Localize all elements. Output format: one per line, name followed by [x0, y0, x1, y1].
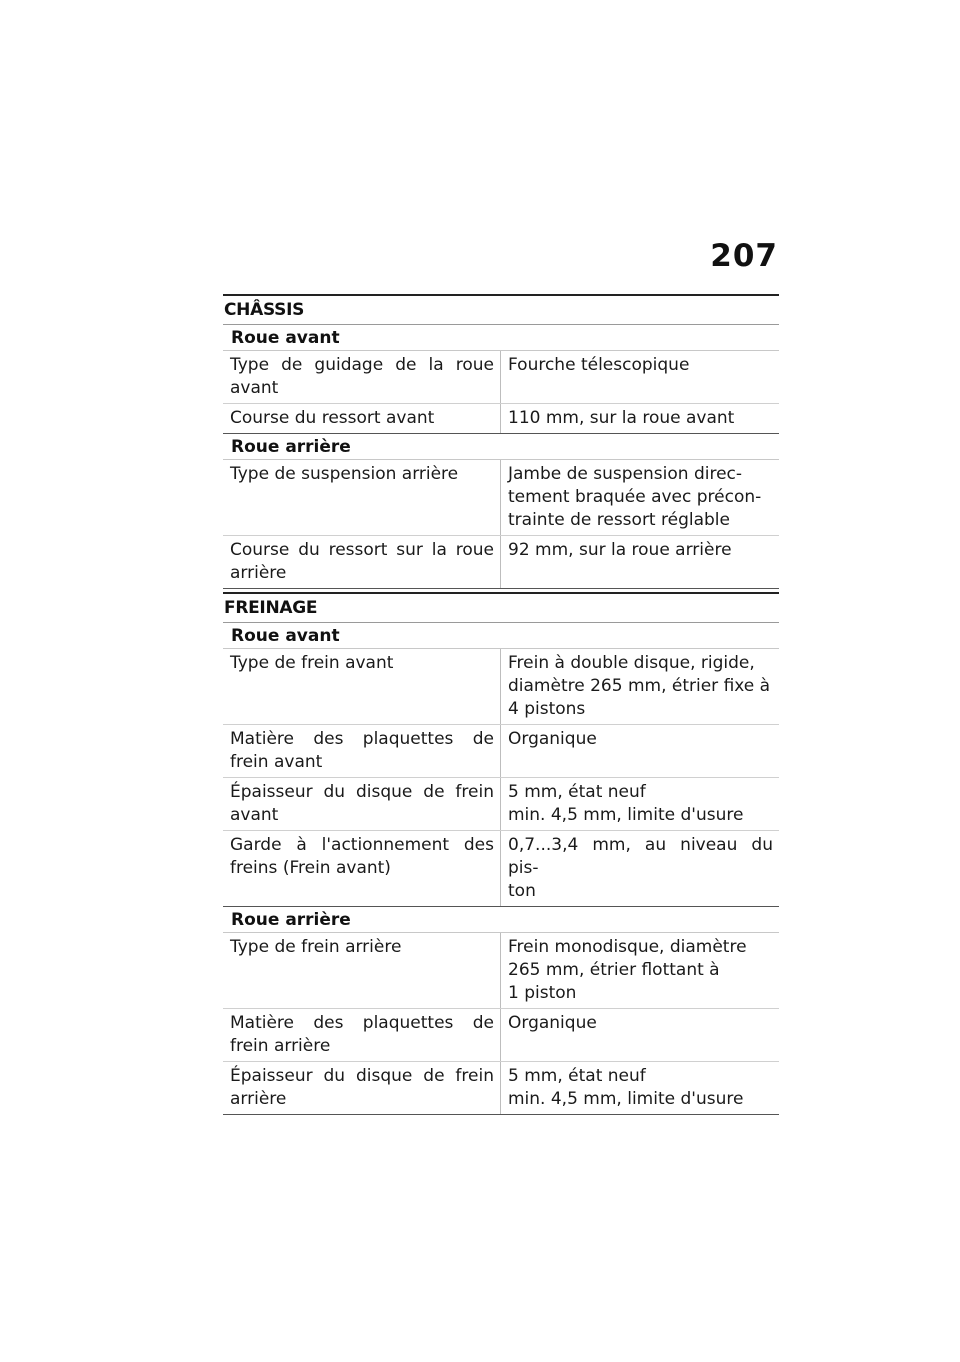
spec-value: Fourche télescopique	[508, 355, 690, 375]
spec-label: Type de suspension arrière	[223, 460, 501, 535]
spec-value: Jambe de suspension direc- tement braquée avec précon- trainte de ressort réglable	[508, 464, 762, 530]
spec-value: 5 mm, état neuf min. 4,5 mm, limite d'usure	[508, 782, 744, 825]
table-row	[223, 725, 779, 778]
spec-label: Type de frein avant	[223, 649, 501, 724]
table-row	[223, 404, 779, 434]
spec-label: Type de guidage de la roue avant	[223, 351, 501, 403]
table-row	[223, 649, 779, 725]
group-title-roue-arriere: Roue arrière	[223, 434, 779, 460]
spec-value: 0,7...3,4 mm, au niveau du pis- ton	[508, 835, 773, 901]
spec-label: Épaisseur du disque de frein arrière	[223, 1062, 501, 1114]
spec-value: 92 mm, sur la roue arrière	[508, 540, 732, 560]
spec-value: Organique	[508, 1013, 597, 1033]
spec-label: Matière des plaquettes de frein arrière	[223, 1009, 501, 1061]
table-row	[223, 933, 779, 1009]
table-row	[223, 351, 779, 404]
section-title: CHÂSSIS	[223, 296, 779, 325]
spec-label: Matière des plaquettes de frein avant	[223, 725, 501, 777]
spec-value: Frein monodisque, diamètre 265 mm, étrier flottant à 1 piston	[508, 937, 747, 1003]
section-title: FREINAGE	[223, 594, 779, 623]
spec-value: Organique	[508, 729, 597, 749]
table-row	[223, 1009, 779, 1062]
spec-label: Course du ressort avant	[223, 404, 501, 433]
spec-label: Épaisseur du disque de frein avant	[223, 778, 501, 830]
spec-value: Frein à double disque, rigide, diamètre 265 mm, étrier fixe à 4 pistons	[508, 653, 771, 719]
section-chassis	[223, 294, 779, 589]
table-row	[223, 1062, 779, 1115]
section-freinage	[223, 592, 779, 1115]
table-row	[223, 831, 779, 907]
spec-value: 5 mm, état neuf min. 4,5 mm, limite d'usure	[508, 1066, 744, 1109]
table-row	[223, 536, 779, 589]
spec-value: 110 mm, sur la roue avant	[508, 408, 735, 428]
group-title-roue-avant: Roue avant	[223, 325, 779, 351]
table-row	[223, 778, 779, 831]
spec-label: Course du ressort sur la roue arrière	[223, 536, 501, 588]
table-row	[223, 460, 779, 536]
group-title-roue-arriere: Roue arrière	[223, 907, 779, 933]
group-title-roue-avant: Roue avant	[223, 623, 779, 649]
spec-label: Type de frein arrière	[223, 933, 501, 1008]
page-number: 207	[710, 238, 778, 274]
spec-label: Garde à l'actionnement des freins (Frein avant)	[223, 831, 501, 906]
